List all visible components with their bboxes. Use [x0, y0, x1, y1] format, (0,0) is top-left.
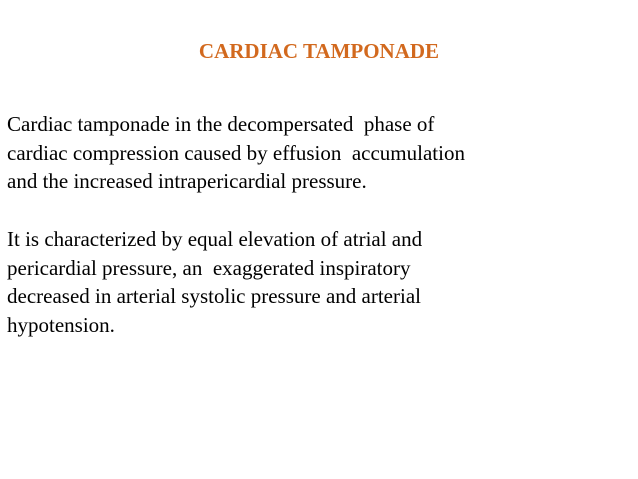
paragraph-characteristics	[7, 225, 635, 339]
paragraph-line: decreased in arterial systolic pressure and arterial	[7, 284, 421, 308]
slide-title: CARDIAC TAMPONADE	[198, 39, 440, 63]
paragraph-line: cardiac compression caused by effusion accumulation	[7, 140, 465, 165]
paragraph-definition	[7, 110, 635, 196]
paragraph-line: and the increased intrapericardial pressure.	[7, 169, 367, 193]
paragraph-line: It is characterized by equal elevation of atrial and	[7, 227, 423, 251]
paragraph-line: Cardiac tamponade in the decompersated phase of	[7, 112, 435, 136]
paragraph-line: pericardial pressure, an exaggerated inspiratory	[7, 255, 411, 280]
paragraph-line: hypotension.	[7, 312, 115, 337]
